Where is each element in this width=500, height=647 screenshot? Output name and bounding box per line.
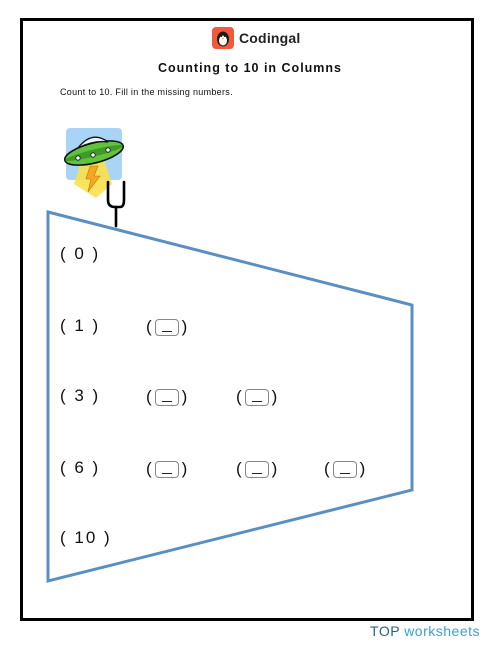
missing-number-blank[interactable]: [146, 317, 187, 337]
blank-open-paren: (: [324, 459, 330, 478]
footer-brand: [370, 623, 480, 639]
blank-open-paren: (: [236, 459, 242, 478]
instructions-text: Count to 10. Fill in the missing numbers.: [60, 87, 233, 97]
missing-number-blank[interactable]: [324, 459, 365, 479]
row-label: ( 0 ): [60, 244, 101, 263]
answer-box[interactable]: [155, 389, 179, 406]
missing-number-blank[interactable]: [146, 459, 187, 479]
blank-close-paren: ): [271, 459, 278, 478]
row-label: ( 3 ): [60, 386, 101, 405]
answer-box[interactable]: [155, 461, 179, 478]
row-label: ( 6 ): [60, 458, 101, 477]
missing-number-blank[interactable]: [146, 387, 187, 407]
brand-name: Codingal: [239, 30, 301, 46]
row-label: ( 10 ): [60, 528, 112, 547]
blank-close-paren: ): [271, 387, 278, 406]
blank-open-paren: (: [146, 459, 152, 478]
blank-close-paren: ): [181, 459, 188, 478]
blank-open-paren: (: [146, 387, 152, 406]
missing-number-blank[interactable]: [236, 459, 277, 479]
missing-number-blank[interactable]: [236, 387, 277, 407]
answer-box[interactable]: [333, 461, 357, 478]
blank-close-paren: ): [359, 459, 366, 478]
blank-open-paren: (: [146, 317, 152, 336]
blank-close-paren: ): [181, 387, 188, 406]
blank-close-paren: ): [181, 317, 188, 336]
footer-worksheets: worksheets: [404, 623, 480, 639]
answer-box[interactable]: [155, 319, 179, 336]
worksheet-title: Counting to 10 in Columns: [157, 61, 342, 75]
row-label: ( 1 ): [60, 316, 101, 335]
answer-box[interactable]: [245, 389, 269, 406]
answer-box[interactable]: [245, 461, 269, 478]
footer-top: TOP: [370, 623, 400, 639]
blank-open-paren: (: [236, 387, 242, 406]
